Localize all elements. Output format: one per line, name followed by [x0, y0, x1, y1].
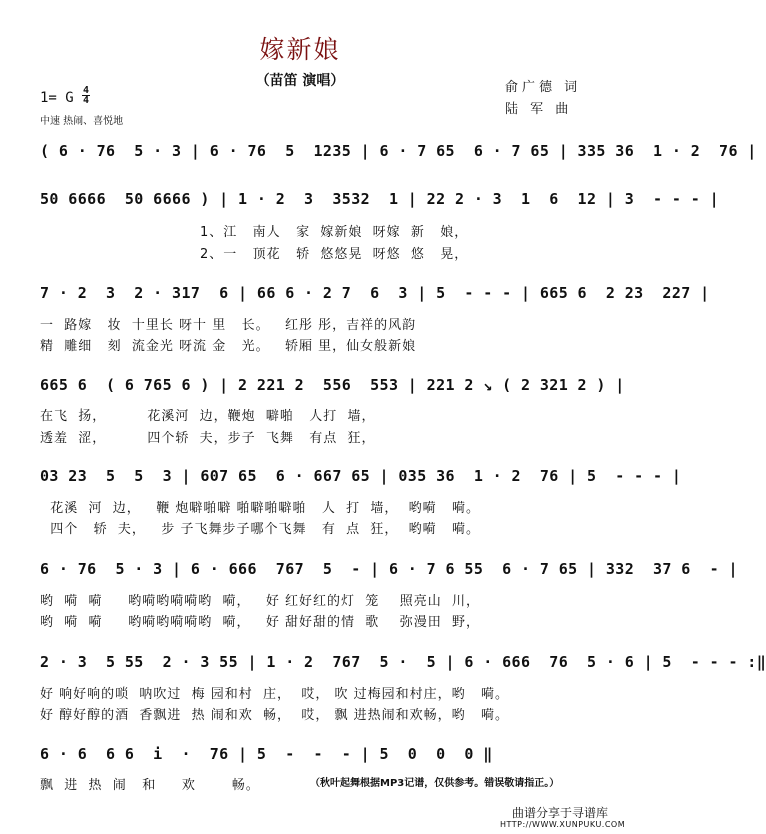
notes-line-3: 7 · 2 3 2 · 317 6 | 66 6 · 2 7 6 3 | 5 - - - | 665 6 2 23 227 |: [40, 284, 710, 302]
notes-line-1: ( 6 · 76 5 · 3 | 6 · 76 5 1235 | 6 · 7 65 6 · 7 65 | 335 36 1 · 2 76 |: [40, 142, 757, 160]
lyric-line-5a: 花溪 河 边， 鞭 炮噼啪噼 啪噼啪噼啪 人 打 墙， 哟嗬 嗬。: [40, 501, 481, 516]
notes-line-6: 6 · 76 5 · 3 | 6 · 666 767 5 - | 6 · 7 6 55 6 · 7 65 | 332 37 6 - |: [40, 560, 738, 578]
lyric-line-7b: 好 醇好醇的酒 香飘进 热 闹和欢 畅， 哎， 飘 进热闹和欢畅，哟 嗬。: [40, 708, 509, 723]
lyric-line-2b: 2、一 顶花 轿 悠悠晃 呀悠 悠 晃，: [200, 247, 469, 262]
lyric-line-3a: 一 路嫁 妆 十里长 呀十 里 长。 红彤 彤，吉祥的风韵: [40, 318, 417, 333]
lyric-line-6a: 哟 嗬 嗬 哟嗬哟嗬嗬哟 嗬， 好 红好红的灯 笼 照亮山 川，: [40, 594, 481, 609]
lyric-line-3b: 精 雕细 刻 流金光 呀流 金 光。 轿厢 里，仙女般新娘: [40, 339, 417, 354]
notes-line-8: 6 · 6 6 6 i · 76 | 5 - - - | 5 0 0 0 ‖: [40, 745, 493, 763]
watermark-url[interactable]: HTTP://WWW.XUNPUKU.COM: [500, 820, 626, 829]
notes-line-2: 50 6666 50 6666 ) | 1 · 2 3 3532 1 | 22 2 · 3 1 6 12 | 3 - - - |: [40, 190, 720, 208]
lyric-line-8: 飘 进 热 闹 和 欢 畅。: [40, 778, 260, 793]
composer-credit: 陆 军 曲: [505, 102, 573, 117]
lyric-line-5b: 四个 轿 夫， 步 子飞舞步子哪个飞舞 有 点 狂， 哟嗬 嗬。: [40, 522, 481, 537]
lyric-line-4a: 在飞 扬， 花溪河 边，鞭炮 噼啪 人打 墙，: [40, 409, 376, 424]
time-signature-top: 4: [82, 85, 90, 96]
notes-line-4: 665 6 ( 6 765 6 ) | 2 221 2 556 553 | 221 2 ↘ ( 2 321 2 ) |: [40, 376, 625, 394]
song-title: 嫁新娘: [259, 35, 341, 64]
notes-line-5: 03 23 5 5 3 | 607 65 6 · 667 65 | 035 36 1 · 2 76 | 5 - - - |: [40, 467, 682, 485]
notes-line-7: 2 · 3 5 55 2 · 3 55 | 1 · 2 767 5 · 5 | 6 · 666 76 5 · 6 | 5 - - - :‖: [40, 653, 766, 671]
key-signature: 1= G: [40, 90, 74, 106]
time-signature: [82, 86, 90, 105]
score-line-1: [40, 142, 757, 186]
watermark-text: 曲谱分享于寻谱库: [512, 806, 609, 820]
lyricist-credit: 俞广德 词: [505, 80, 582, 95]
time-signature-bottom: 4: [82, 95, 90, 106]
tempo-marking: 中速 热闹、喜悦地: [40, 116, 124, 127]
lyric-line-4b: 透羞 涩， 四个轿 夫，步子 飞舞 有点 狂，: [40, 431, 376, 446]
lyric-line-7a: 好 响好响的唢 呐吹过 梅 园和村 庄， 哎， 吹 过梅园和村庄，哟 嗬。: [40, 687, 509, 702]
lyric-line-6b: 哟 嗬 嗬 哟嗬哟嗬嗬哟 嗬， 好 甜好甜的情 歌 弥漫田 野，: [40, 615, 481, 630]
performer-subtitle: （苗笛 演唱）: [255, 73, 345, 89]
lyric-line-2a: 1、江 南人 家 嫁新娘 呀嫁 新 娘，: [200, 225, 469, 240]
transcription-note: （秋叶起舞根据MP3记谱，仅供参考。错误敬请指正。）: [310, 778, 560, 789]
